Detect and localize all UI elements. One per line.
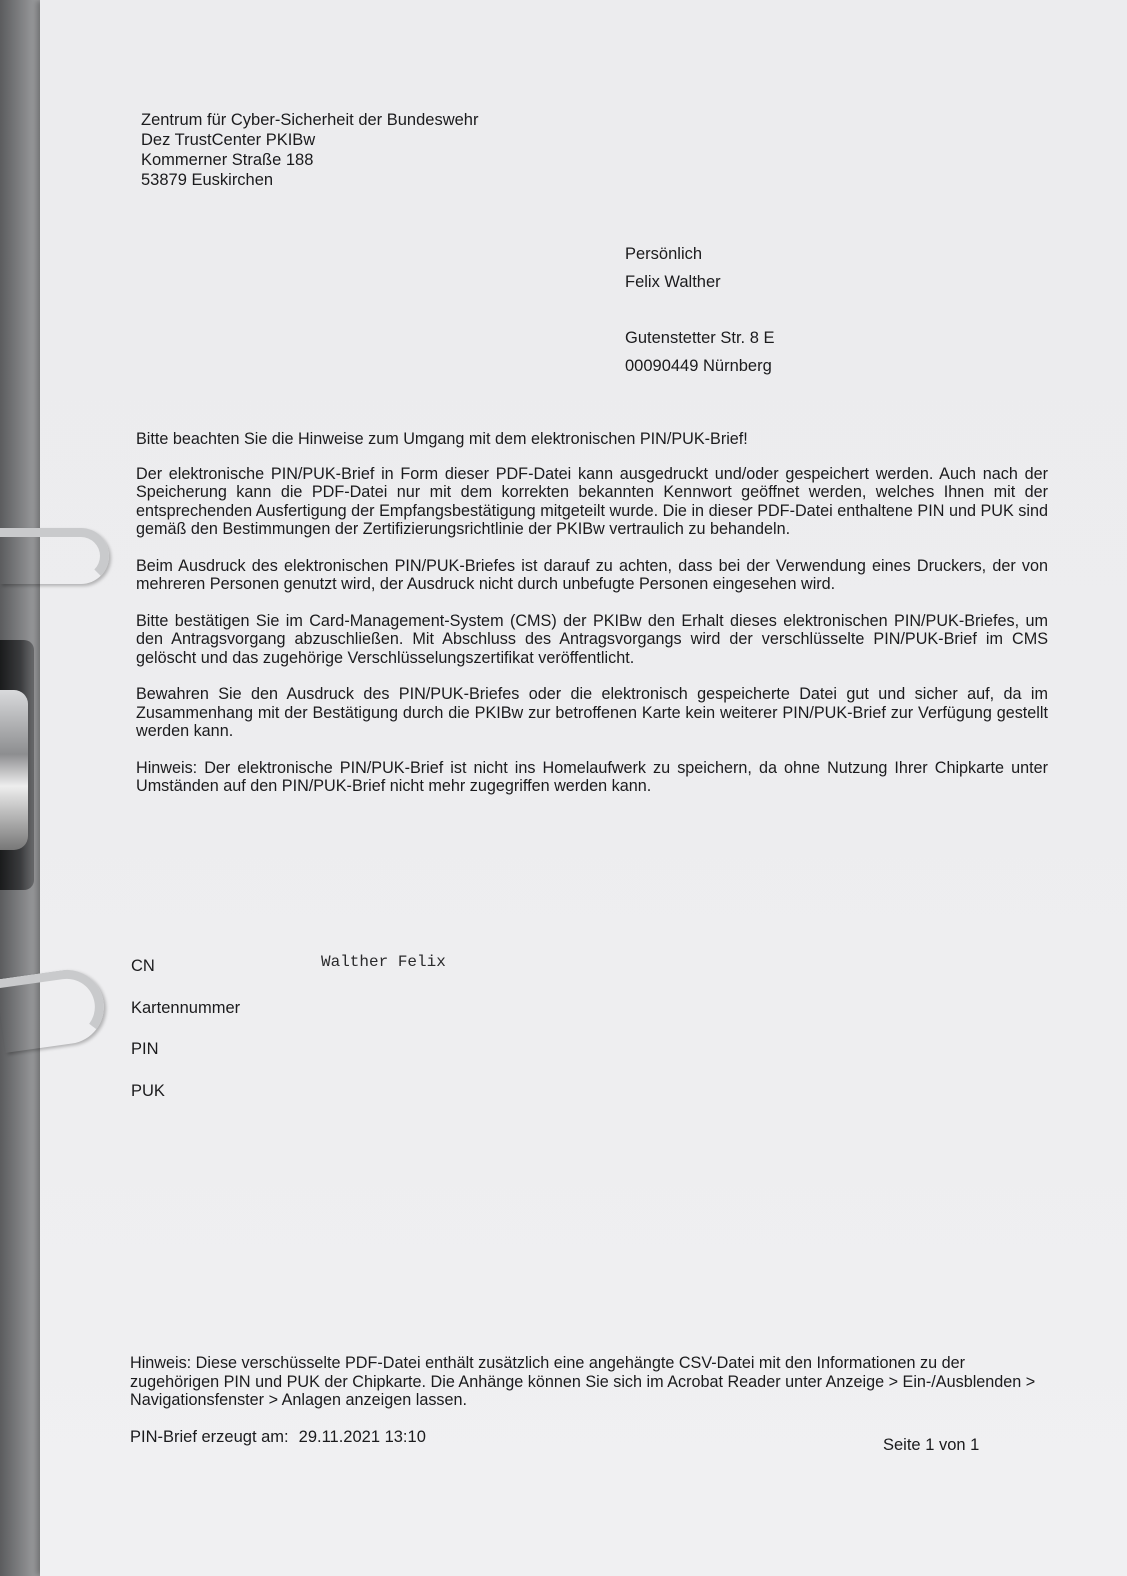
field-label: PUK — [131, 1081, 165, 1100]
recipient-name: Felix Walther — [625, 273, 721, 291]
sender-address — [141, 110, 478, 190]
body-paragraph: Bewahren Sie den Ausdruck des PIN/PUK-Briefes oder die elektronisch gespeicherte Datei gut und sicher auf, da im Zusammenhang mit der Bestätigung durch die PKIBw zur betroffenen Karte kein weiterer PIN/PUK-Brief zur Verfügung gestellt werden kann. — [136, 685, 1048, 740]
field-label: Kartennummer — [131, 998, 241, 1017]
recipient-note: Persönlich — [625, 245, 703, 263]
body-heading: Bitte beachten Sie die Hinweise zum Umgang mit dem elektronischen PIN/PUK-Brief! — [136, 430, 748, 448]
created-label: PIN-Brief erzeugt am: — [130, 1428, 289, 1446]
letter-page — [40, 0, 1127, 1576]
field-value: Walther Felix — [321, 953, 446, 971]
binder-ring-top — [0, 528, 109, 584]
recipient-address — [625, 240, 775, 380]
created-line — [130, 1428, 426, 1447]
field-label: PIN — [131, 1040, 159, 1058]
letter-body — [136, 430, 1048, 814]
binder-lever — [0, 690, 28, 850]
page-number: Seite 1 von 1 — [883, 1436, 980, 1454]
sender-line: Dez TrustCenter PKIBw — [141, 131, 316, 149]
sender-line: 53879 Euskirchen — [141, 171, 274, 189]
body-paragraph: Hinweis: Der elektronische PIN/PUK-Brief ist nicht ins Homelaufwerk zu speichern, da ohne Nutzung Ihrer Chipkarte unter Umständen auf den PIN/PUK-Brief nicht mehr zugegriffen werden kann. — [136, 758, 1048, 795]
sender-line: Zentrum für Cyber-Sicherheit der Bundeswehr — [141, 111, 479, 129]
footer-note: Hinweis: Diese verschüsselte PDF-Datei enthält zusätzlich eine angehängte CSV-Datei mit den Informationen zu der zugehörigen PIN und PUK der Chipkarte. Die Anhänge können Sie sich im Acrobat Reader unter Anzeige > Ein-/Ausblenden > Navigationsfenster > Anlagen anzeigen lassen. — [130, 1354, 1036, 1409]
body-paragraph: Der elektronische PIN/PUK-Brief in Form dieser PDF-Datei kann ausgedruckt und/oder gespeichert werden. Auch nach der Speicherung kann die PDF-Datei nur mit dem korrekten bekannten Kennwort geöffnet werden, welches Ihnen mit der entsprechenden Ausfertigung der Empfangsbestätigung mitgeteilt wurde. Die in dieser PDF-Datei enthaltene PIN und PUK sind gemäß den Bestimmungen der Zertifizierungsrichtlinie der PKIBw vertraulich zu behandeln. — [136, 464, 1048, 538]
body-paragraph: Bitte bestätigen Sie im Card-Management-System (CMS) der PKIBw den Erhalt dieses elektronischen PIN/PUK-Briefes, um den Antragsvorgang abzuschließen. Mit Abschluss des Antragsvorgangs wird der verschlüsselte PIN/PUK-Brief im CMS gelöscht und das zugehörige Verschlüsselungszertifikat veröffentlicht. — [136, 611, 1048, 667]
field-label: CN — [131, 957, 155, 975]
address-spacer — [625, 296, 775, 324]
recipient-city: 00090449 Nürnberg — [625, 357, 772, 375]
body-paragraph: Beim Ausdruck des elektronischen PIN/PUK-Briefes ist darauf zu achten, dass bei der Verwendung eines Druckers, der von mehreren Personen genutzt wird, der Ausdruck nicht durch unbefugte Personen eingesehen wird. — [136, 556, 1048, 593]
sender-line: Kommerner Straße 188 — [141, 151, 314, 169]
recipient-street: Gutenstetter Str. 8 E — [625, 329, 775, 347]
created-value: 29.11.2021 13:10 — [298, 1428, 426, 1446]
